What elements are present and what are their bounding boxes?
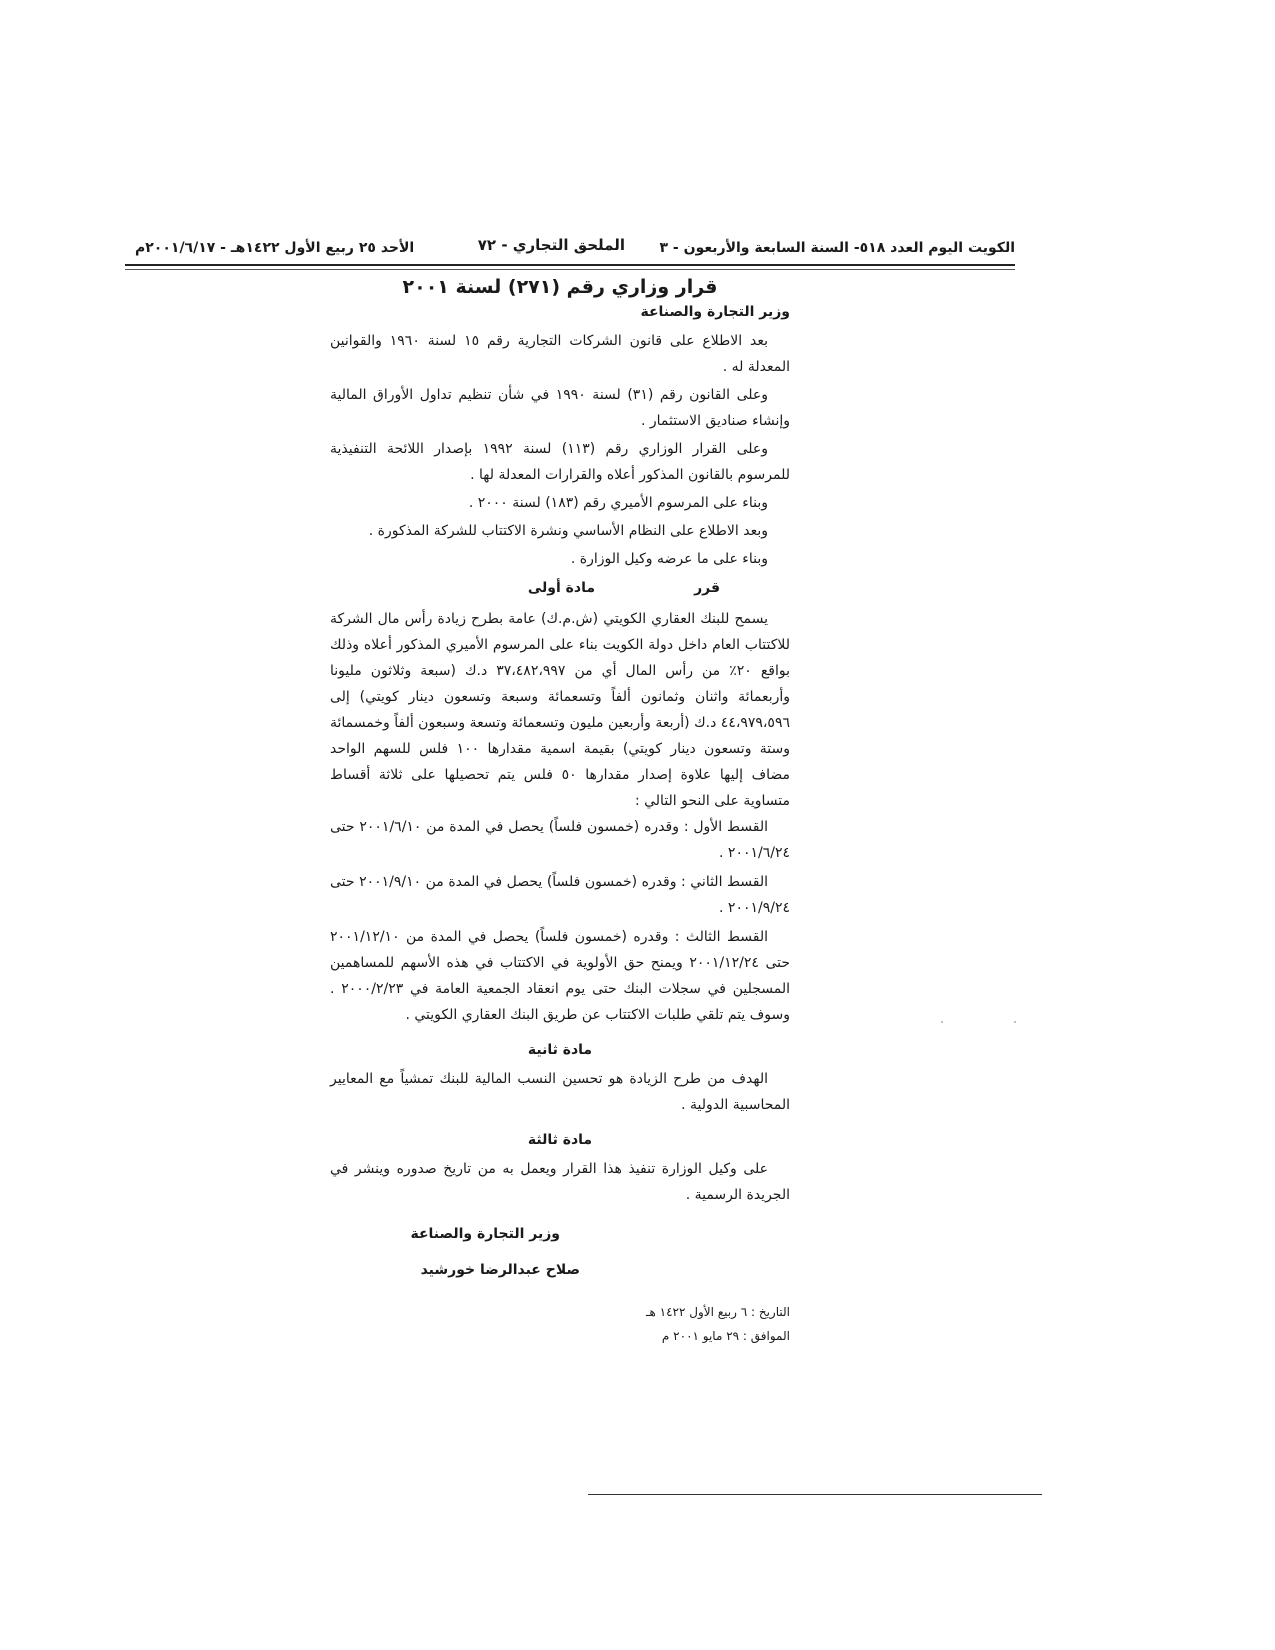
decision-row [330,576,790,604]
header-date: الأحد ٢٥ ربيع الأول ١٤٢٢هـ - ٢٠٠١/٦/١٧م [135,240,415,256]
preamble-paragraph: وبناء على المرسوم الأميري رقم (١٨٣) لسنة ٢٠٠٠ . [468,495,768,511]
preamble-paragraph: وعلى القرار الوزاري رقم (١١٣) لسنة ١٩٩٢ بإصدار اللائحة التنفيذية للمرسوم بالقانون المذكور أعلاه والقرارات المعدلة لها . [330,441,790,483]
page-header [125,228,1015,262]
date-gregorian: الموافق : ٢٩ مايو ٢٠٠١ م [661,1329,790,1343]
date-block [330,1300,790,1348]
decided-label: قرر [694,580,720,596]
date-hijri: التاريخ : ٦ ربيع الأول ١٤٢٢ هـ [645,1305,790,1319]
article-2-body: الهدف من طرح الزيادة هو تحسين النسب المالية للبنك تمشياً مع المعايير المحاسبية الدولية . [330,1071,790,1113]
issuer-title: وزير التجارة والصناعة [640,304,790,320]
header-divider-thin [125,269,1015,270]
decree-title: قرار وزاري رقم (٢٧١) لسنة ٢٠٠١ [402,276,718,298]
preamble-paragraph: وبعد الاطلاع على النظام الأساسي ونشرة الاكتتاب للشركة المذكورة . [368,523,768,539]
article-3-heading: مادة ثالثة [527,1132,593,1148]
footer-rule [588,1494,1042,1495]
installment-item: القسط الثاني : وقدره (خمسون فلساً) يحصل في المدة من ٢٠٠١/٩/١٠ حتى ٢٠٠١/٩/٢٤ . [330,874,790,916]
signer-name: صلاح عبدالرضا خورشيد [420,1262,580,1278]
header-issue-info: الكويت اليوم العدد ٥١٨- السنة السابعة والأربعون - ٣ [659,240,1015,256]
preamble-paragraph: وبناء على ما عرضه وكيل الوزارة . [570,551,768,567]
preamble-paragraph: بعد الاطلاع على قانون الشركات التجارية رقم ١٥ لسنة ١٩٦٠ والقوانين المعدلة له . [330,333,790,375]
installment-item: القسط الأول : وقدره (خمسون فلساً) يحصل في المدة من ٢٠٠١/٦/١٠ حتى ٢٠٠١/٦/٢٤ . [330,819,790,861]
installment-item: القسط الثالث : وقدره (خمسون فلساً) يحصل في المدة من ٢٠٠١/١٢/١٠ حتى ٢٠٠١/١٢/٢٤ ويمنح حق الأولوية في الاكتتاب في هذه الأسهم للمساهمين المسجلين في سجلات البنك حتى يوم انعقاد الجمعية العامة في ٢٠٠٠/٢/٢٣ . وسوف يتم تلقي طلبات الاكتتاب عن طريق البنك العقاري الكويتي . [330,929,791,1023]
article-2-heading: مادة ثانية [527,1042,593,1058]
article-1-body: يسمح للبنك العقاري الكويتي (ش.م.ك) عامة بطرح زيادة رأس مال الشركة للاكتتاب العام داخل دولة الكويت بناء على المرسوم الأميري المذكور أعلاه وذلك بواقع ٢٠٪ من رأس المال أي من ٣٧،٤٨٢،٩٩٧ د.ك (سبعة وثلاثون مليونا وأربعمائة واثنان وثمانون ألفاً وتسعمائة وسبعة وتسعون دينار كويتي) إلى ٤٤،٩٧٩،٥٩٦ د.ك (أربعة وأربعين مليون وتسعمائة وتسعة وسبعون ألفاً وخمسمائة وستة وتسعون دينار كويتي) بقيمة اسمية مقدارها ١٠٠ فلس للسهم الواحد مضاف إليها علاوة إصدار مقدارها ٥٠ فلس يتم تحصيلها على ثلاثة أقساط متساوية على النحو التالي : [330,611,791,809]
signoff-title: وزير التجارة والصناعة [410,1226,560,1242]
article-3-body: على وكيل الوزارة تنفيذ هذا القرار ويعمل به من تاريخ صدوره وينشر في الجريدة الرسمية . [330,1161,790,1203]
preamble-paragraph: وعلى القانون رقم (٣١) لسنة ١٩٩٠ في شأن تنظيم تداول الأوراق المالية وإنشاء صناديق الاستثمار . [330,387,790,429]
scan-marks [940,1018,1020,1026]
decree-body [330,272,790,1348]
article-1-heading: مادة أولى [527,580,595,596]
header-supplement: الملحق التجاري - ٧٢ [477,236,625,254]
header-divider [125,264,1015,266]
